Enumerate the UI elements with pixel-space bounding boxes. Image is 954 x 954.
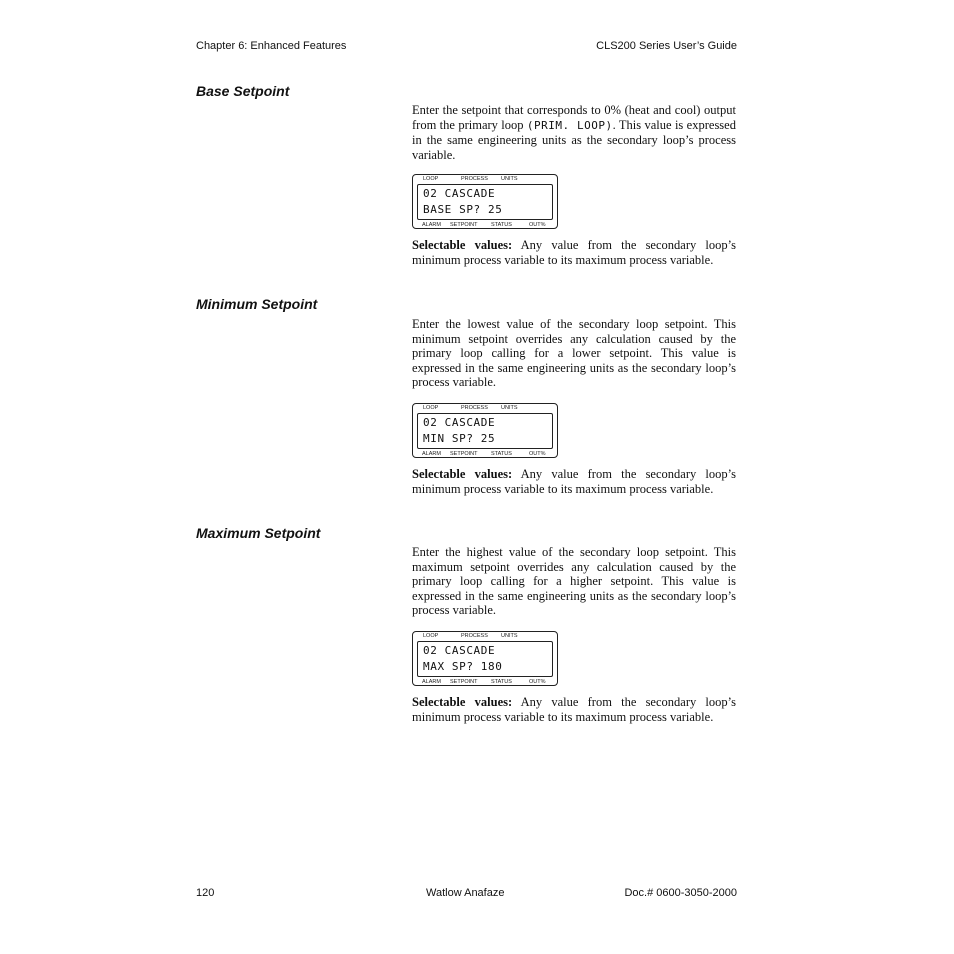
paragraph-minimum-setpoint: Enter the lowest value of the secondary loop setpoint. This minimum setpoint overrides any calculation caused by the primary loop calling for a lower setpoint. This value is expressed in the same engineering units as the secondary loop’s process variable. <box>412 317 736 390</box>
lcd-label-process: PROCESS <box>461 633 488 639</box>
selectable-label: Selectable values: <box>412 238 513 252</box>
selectable-values-maximum-setpoint <box>412 695 736 724</box>
selectable-text: Any value from the secondary loop’s minimum process variable to its maximum process variable. <box>412 238 736 267</box>
selectable-text: Any value from the secondary loop’s minimum process variable to its maximum process variable. <box>412 467 736 496</box>
paragraph-text: Enter the setpoint that corresponds to 0% (heat and cool) output from the primary loop <box>412 103 736 132</box>
lcd-label-alarm: ALARM <box>422 679 441 685</box>
lcd-label-out: OUT% <box>529 222 546 228</box>
lcd-screen <box>417 641 553 677</box>
lcd-line-1: 02 CASCADE <box>423 416 496 429</box>
lcd-label-process: PROCESS <box>461 405 488 411</box>
footer-doc-number: Doc.# 0600-3050-2000 <box>624 887 737 899</box>
lcd-display-minimum-setpoint <box>412 403 558 458</box>
lcd-label-status: STATUS <box>491 451 512 457</box>
lcd-label-process: PROCESS <box>461 176 488 182</box>
lcd-label-setpoint: SETPOINT <box>450 679 478 685</box>
selectable-text: Any value from the secondary loop’s minimum process variable to its maximum process variable. <box>412 695 736 724</box>
header-chapter: Chapter 6: Enhanced Features <box>196 40 347 52</box>
lcd-label-units: UNITS <box>501 633 518 639</box>
lcd-label-loop: LOOP <box>423 405 439 411</box>
lcd-label-status: STATUS <box>491 679 512 685</box>
lcd-label-out: OUT% <box>529 451 546 457</box>
footer-page-number: 120 <box>196 887 215 899</box>
lcd-line-2: MAX SP? 180 <box>423 660 503 673</box>
lcd-label-setpoint: SETPOINT <box>450 222 478 228</box>
footer-company: Watlow Anafaze <box>426 887 505 899</box>
lcd-line-1: 02 CASCADE <box>423 644 496 657</box>
selectable-values-base-setpoint <box>412 238 736 267</box>
selectable-label: Selectable values: <box>412 467 513 481</box>
lcd-line-2: MIN SP? 25 <box>423 432 496 445</box>
lcd-label-alarm: ALARM <box>422 222 441 228</box>
paragraph-text: . This value is expressed in the same engineering units as the secondary loop’s process variable. <box>412 117 736 162</box>
section-title-base-setpoint: Base Setpoint <box>196 83 290 99</box>
lcd-line-2: BASE SP? 25 <box>423 203 503 216</box>
lcd-label-status: STATUS <box>491 222 512 228</box>
lcd-screen <box>417 184 553 220</box>
paragraph-maximum-setpoint: Enter the highest value of the secondary loop setpoint. This maximum setpoint overrides any calculation caused by the primary loop calling for a higher setpoint. This value is expressed in the same engineering units as the secondary loop’s process variable. <box>412 545 736 618</box>
lcd-label-out: OUT% <box>529 679 546 685</box>
menu-code: (PRIM. LOOP) <box>526 118 613 132</box>
lcd-label-loop: LOOP <box>423 176 439 182</box>
lcd-label-loop: LOOP <box>423 633 439 639</box>
lcd-label-units: UNITS <box>501 405 518 411</box>
section-title-minimum-setpoint: Minimum Setpoint <box>196 296 318 312</box>
lcd-screen <box>417 413 553 449</box>
lcd-display-base-setpoint <box>412 174 558 229</box>
lcd-line-1: 02 CASCADE <box>423 187 496 200</box>
lcd-label-setpoint: SETPOINT <box>450 451 478 457</box>
header-guide-title: CLS200 Series User’s Guide <box>596 40 737 52</box>
paragraph-base-setpoint <box>412 103 736 162</box>
lcd-label-units: UNITS <box>501 176 518 182</box>
selectable-values-minimum-setpoint <box>412 467 736 496</box>
selectable-label: Selectable values: <box>412 695 513 709</box>
lcd-display-maximum-setpoint <box>412 631 558 686</box>
section-title-maximum-setpoint: Maximum Setpoint <box>196 525 321 541</box>
lcd-label-alarm: ALARM <box>422 451 441 457</box>
